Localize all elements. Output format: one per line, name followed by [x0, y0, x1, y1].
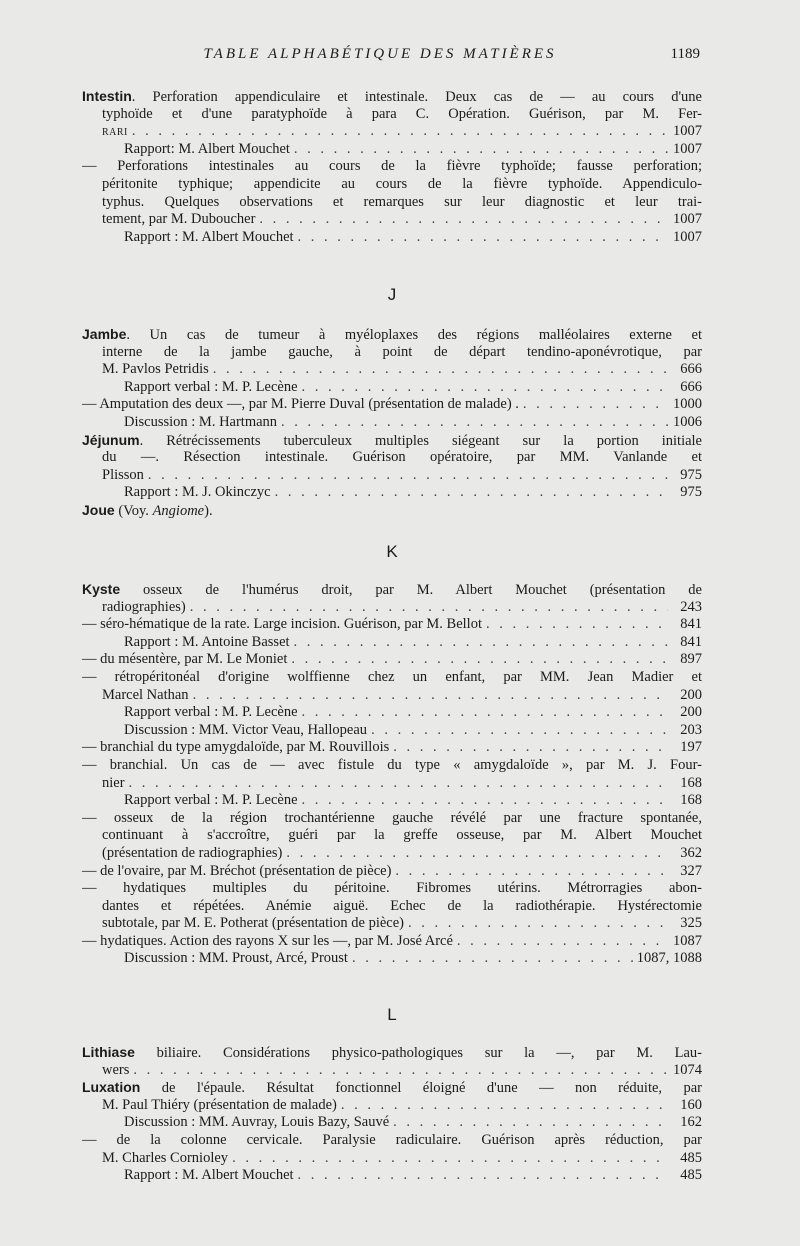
page-ref: 1007	[673, 123, 702, 140]
index-line: Lithiase biliaire. Considérations physico-pathologiques sur la —, par M. Lau-	[82, 1044, 702, 1061]
index-line: péritonite typhique; appendicite au cours de la fièvre typhoïde. Appendiculo-	[102, 175, 702, 192]
index-line: rari . . . 1007	[82, 123, 702, 141]
index-line: du —. Résection intestinale. Guérison opératoire, par MM. Vanlande et	[102, 449, 702, 466]
entry-lithiase-luxation	[82, 1044, 702, 1185]
entry-jambe	[82, 326, 702, 520]
index-line: Intestin. Perforation appendiculaire et intestinale. Deux cas de — au cours d'une	[82, 88, 702, 105]
index-line: — branchial. Un cas de — avec fistule du type « amygdaloïde », par M. J. Four-	[82, 756, 702, 773]
page-ref: 975	[680, 466, 702, 483]
entry-keyword: Lithiase	[82, 1044, 135, 1060]
entry-intestin	[82, 88, 702, 246]
index-line: Jéjunum. Rétrécissements tuberculeux multiples siégeant sur la portion initiale	[82, 431, 702, 449]
page-ref: 1007	[673, 211, 702, 228]
page-ref: 160	[680, 1096, 702, 1113]
index-line: Rapport verbal : M. P. Lecène . . . 168	[82, 792, 702, 810]
page-ref: 200	[680, 704, 702, 721]
section-letter-l: L	[387, 1005, 397, 1024]
page-ref: 841	[680, 616, 702, 633]
index-line: M. Paul Thiéry (présentation de malade) . . . 160	[82, 1097, 702, 1115]
page-ref: 1087	[673, 932, 702, 949]
index-line: — hydatiques multiples du péritoine. Fibromes utérins. Métrorragies abon-	[82, 880, 702, 897]
entry-keyword: Jéjunum	[82, 431, 140, 448]
index-line: Discussion : MM. Victor Veau, Hallopeau . . . 203	[82, 722, 702, 740]
index-line: — Amputation des deux —, par M. Pierre Duval (présentation de malade) . . . . 1000	[82, 396, 702, 414]
index-line: Discussion : M. Hartmann . . . 1006	[82, 414, 702, 432]
index-line: typhus. Quelques observations et remarques sur leur diagnostic et leur trai-	[102, 193, 702, 210]
index-line: radiographies) . . . 243	[82, 599, 702, 617]
index-line: — séro-hématique de la rate. Large incision. Guérison, par M. Bellot . . . 841	[82, 616, 702, 634]
index-line: continuant à s'accroître, guéri par la greffe osseuse, par M. Albert Mouchet	[102, 827, 702, 844]
page-ref: 197	[680, 739, 702, 756]
page-ref: 168	[680, 792, 702, 809]
index-line: Discussion : MM. Proust, Arcé, Proust . . . 1087, 1088	[82, 950, 702, 968]
index-line: — osseux de la région trochantérienne gauche révélé par une fracture spontanée,	[82, 809, 702, 826]
index-line: nier . . . 168	[82, 775, 702, 793]
entry-keyword: Joue	[82, 501, 115, 518]
page-ref: 897	[680, 651, 702, 668]
index-line: Luxation de l'épaule. Résultat fonctionnel éloigné d'une — non réduite, par	[82, 1079, 702, 1097]
index-line: Joue (Voy. Angiome).	[82, 501, 213, 519]
index-line: — du mésentère, par M. Le Moniet . . . 897	[82, 651, 702, 669]
page-ref: 203	[680, 721, 702, 738]
page-ref: 325	[680, 915, 702, 932]
page-ref: 200	[680, 686, 702, 703]
page-ref: 362	[680, 844, 702, 861]
index-line: Kyste osseux de l'humérus droit, par M. Albert Mouchet (présentation de	[82, 581, 702, 598]
index-line: — de la colonne cervicale. Paralysie radiculaire. Guérison après réduction, par	[82, 1131, 702, 1148]
index-line: Rapport : M. Antoine Basset . . . 841	[82, 634, 702, 652]
index-line: Rapport : M. J. Okinczyc . . . 975	[82, 484, 702, 502]
entry-keyword: Jambe	[82, 326, 127, 342]
page-ref: 485	[680, 1167, 702, 1184]
page-ref: 168	[680, 774, 702, 791]
page-ref: 1007	[673, 228, 702, 245]
section-letter-k: K	[386, 542, 398, 561]
index-line: — rétropéritonéal d'origine wolffienne chez un enfant, par MM. Jean Madier et	[82, 668, 702, 685]
index-line: M. Pavlos Petridis . . . 666	[82, 361, 702, 379]
entry-kyste	[82, 581, 702, 968]
page-ref: 162	[680, 1114, 702, 1131]
index-line: Rapport : M. Albert Mouchet . . . 1007	[82, 229, 702, 247]
index-line: Rapport : M. Albert Mouchet . . . 485	[82, 1167, 702, 1185]
running-header	[0, 46, 800, 68]
entry-keyword: Kyste	[82, 581, 121, 597]
page-ref: 1087, 1088	[636, 950, 702, 967]
page-ref: 327	[680, 862, 702, 879]
index-line: interne de la jambe gauche, à point de départ tendino-aponévrotique, par	[102, 343, 702, 360]
index-line: subtotale, par M. E. Potherat (présentation de pièce) . . . 325	[82, 915, 702, 933]
section-letter-j: J	[387, 285, 397, 304]
entry-keyword: Luxation	[82, 1079, 141, 1096]
index-line: — branchial du type amygdaloïde, par M. Rouvillois . . . 197	[82, 739, 702, 757]
index-line: dantes et répétées. Anémie aiguë. Echec de la radiothérapie. Hystérectomie	[102, 897, 702, 914]
page-ref: 1006	[673, 413, 702, 430]
page-number: 1189	[670, 46, 700, 62]
index-line: typhoïde et d'une paratyphoïde à para C. Opération. Guérison, par M. Fer-	[102, 105, 702, 122]
page-ref: 243	[680, 598, 702, 615]
entry-keyword: Intestin	[82, 88, 132, 104]
index-line: — Perforations intestinales au cours de la fièvre typhoïde; fausse perforation;	[82, 158, 702, 175]
index-line: Jambe. Un cas de tumeur à myéloplaxes des régions malléolaires externe et	[82, 326, 702, 343]
index-line: (présentation de radiographies) . . . 362	[82, 845, 702, 863]
page-ref: 485	[680, 1149, 702, 1166]
page-ref: 1007	[673, 140, 702, 157]
page-ref: 666	[680, 378, 702, 395]
page-ref: 1000	[673, 396, 702, 413]
page-ref: 841	[680, 633, 702, 650]
index-line: wers . . . 1074	[82, 1062, 702, 1080]
index-line: — hydatiques. Action des rayons X sur les —, par M. José Arcé . . . 1087	[82, 933, 702, 951]
index-line: tement, par M. Duboucher . . . 1007	[82, 211, 702, 229]
index-line: Marcel Nathan . . . 200	[82, 687, 702, 705]
index-line: Discussion : MM. Auvray, Louis Bazy, Sauvé . . . 162	[82, 1114, 702, 1132]
index-line: Plisson . . . 975	[82, 467, 702, 485]
page-ref: 666	[680, 361, 702, 378]
index-line: — de l'ovaire, par M. Bréchot (présentation de pièce) . . . 327	[82, 863, 702, 881]
index-line: M. Charles Cornioley . . . 485	[82, 1150, 702, 1168]
page-ref: 975	[680, 484, 702, 501]
index-line: Rapport verbal : M. P. Lecène . . . 200	[82, 704, 702, 722]
page-ref: 1074	[673, 1061, 702, 1078]
index-line: Rapport: M. Albert Mouchet . . . 1007	[82, 141, 702, 159]
header-title: TABLE ALPHABÉTIQUE DES MATIÈRES	[203, 46, 557, 62]
index-line: Rapport verbal : M. P. Lecène . . . 666	[82, 379, 702, 397]
